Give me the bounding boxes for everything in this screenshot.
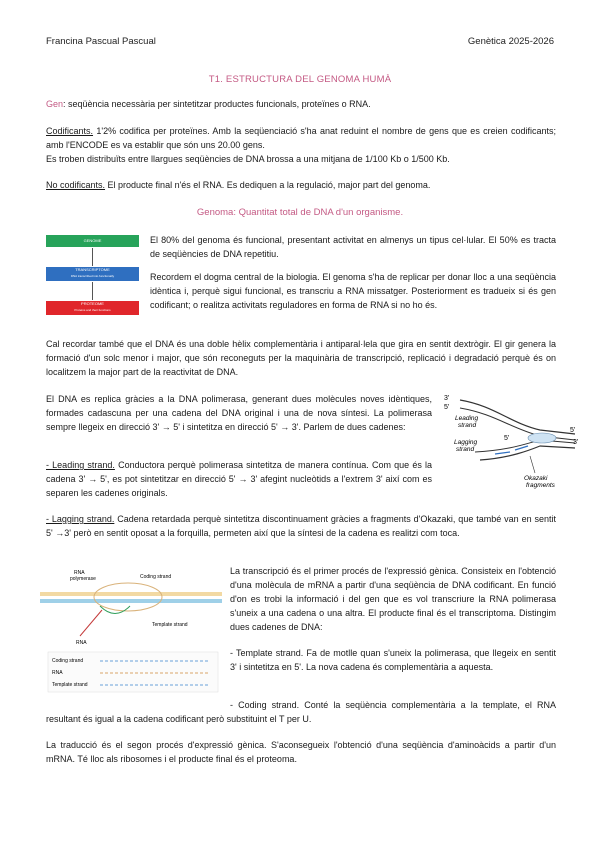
coding-row-label: Coding strand bbox=[52, 658, 84, 664]
leading-term: - Leading strand. bbox=[46, 460, 115, 470]
lagging-strand-paragraph bbox=[46, 512, 556, 540]
template-strand-label: Template strand bbox=[152, 622, 188, 628]
okazaki-fragment bbox=[495, 452, 510, 454]
lagging-label-line: Lagging bbox=[454, 439, 478, 446]
lagging-label bbox=[454, 439, 478, 453]
coding-strand-label: Coding strand bbox=[140, 574, 172, 580]
transcription-paragraph: La transcripció és el primer procés de l'expressió gènica. Consisteix en l'obtenció d'una molècula de mRNA a partir d'una seqüència de DNA codificant. En funció d'on es trobi la informació i del gen que es vol transcriure la RNA polimerasa s'uneix a una cadena o una altra. El producte final és el transcriptoma. Distingim dues cadenes de DNA: bbox=[230, 566, 556, 632]
transcription-bubble bbox=[94, 583, 162, 611]
gen-term: Gen bbox=[46, 99, 64, 109]
proteome-sublabel: Proteins and their functions bbox=[74, 308, 111, 312]
template-row-label: Template strand bbox=[52, 682, 88, 688]
translation-paragraph: La traducció és el segon procés d'expressió gènica. S'aconsegueix l'obtenció d'una seqüència d'aminoàcids a partir d'un mRNA. Té lloc als ribosomes i el producte final és el proteoma. bbox=[46, 740, 556, 764]
transcriptome-box bbox=[46, 267, 139, 281]
okazaki-label bbox=[524, 475, 556, 489]
replication-fork-figure bbox=[440, 388, 580, 493]
label-5-prime-mid: 5' bbox=[504, 435, 510, 442]
dna-strand-top bbox=[40, 592, 222, 596]
proteome-label: PROTEOME bbox=[81, 301, 104, 306]
lagging-text: Cadena retardada perquè sintetitza discontinuament gràcies a fragments d'Okazaki, que també van en sentit 5' →3' però en sentit oposat a la forquilla, permeten així que la síntesi de la cadena es realitzi com toca. bbox=[46, 514, 556, 538]
transcriptome-sublabel: DNA transcribed into functionally bbox=[70, 274, 115, 278]
central-dogma-figure bbox=[46, 235, 139, 320]
genome-box: GENOME bbox=[46, 235, 139, 247]
rna-row-label: RNA bbox=[52, 670, 63, 676]
lagging-label-line: strand bbox=[456, 446, 475, 453]
lagging-new-strand bbox=[475, 440, 575, 452]
parental-strand-bottom bbox=[480, 446, 575, 460]
label-3-prime-top: 3' bbox=[444, 395, 450, 402]
nocodificants-text: El producte final n'és el RNA. Es dediquen a la regulació, major part del genoma. bbox=[105, 180, 431, 190]
polymerase-label-line: polymerase bbox=[70, 576, 96, 582]
course-header: Genètica 2025-2026 bbox=[467, 36, 554, 47]
label-5-prime-top: 5' bbox=[444, 404, 450, 411]
paragraph-double-helix: Cal recordar també que el DNA és una doble hèlix complementària i antiparal·lela que gira en sentit dextrògir. El gir genera la formació d'un solc menor i major, que són reconeguts per la maquinària de transcripció, replicació i degradació perquè és on localitzem la major part de la reactivitat de DNA. bbox=[46, 339, 556, 377]
gen-text: : seqüència necessària per sintetitzar productes funcionals, proteïnes o RNA. bbox=[63, 99, 371, 109]
okazaki-label-line: fragments bbox=[526, 482, 555, 489]
genoma-definition: Genoma: Quantitat total de DNA d'un organisme. bbox=[196, 207, 404, 218]
nocodificants-paragraph bbox=[46, 178, 556, 192]
codificants-paragraph bbox=[46, 124, 556, 166]
template-strand-paragraph: - Template strand. Fa de motlle quan s'uneix la polimerasa, que llegeix en sentit 3' i sintetitza en 5'. La nova cadena és complementària a aquesta. bbox=[230, 648, 556, 672]
paragraph-central-dogma: Recordem el dogma central de la biologia. El genoma s'ha de replicar per donar lloc a una seqüència idèntica i, perquè sigui funcional, es transcriu a RNA missatger. Posteriorment es tradueix si és gen codificant; o realitza activitats reguladores en forma de RNA si no ho és. bbox=[150, 272, 556, 310]
leading-label-line: Leading bbox=[455, 415, 479, 422]
codificants-text: 1'2% codifica per proteïnes. Amb la seqüenciació s'ha anat reduint el nombre de gens que es creien codificants; amb l'ENCODE es va establir que són uns 20.00 gens. bbox=[46, 126, 556, 150]
leading-label bbox=[455, 415, 479, 429]
okazaki-label-line: Okazaki bbox=[524, 475, 548, 482]
coding-strand-paragraph: - Coding strand. Conté la seqüència complementària a la template, el RNA resultant és igual a la cadena codificant però substituint el T per U. bbox=[46, 700, 556, 724]
author-header: Francina Pascual Pascual bbox=[46, 36, 156, 47]
label-3-prime-right: 3' bbox=[573, 439, 579, 446]
polymerase-shape bbox=[528, 433, 556, 443]
dna-strand-bottom bbox=[40, 599, 222, 603]
proteome-box bbox=[46, 301, 139, 315]
codificants-text2: Es troben distribuïts entre llargues seqüències de DNA brossa a una mitjana de 1/100 Kb o 1/500 Kb. bbox=[46, 154, 450, 164]
leading-strand-paragraph bbox=[46, 458, 432, 500]
nocodificants-term: No codificants. bbox=[46, 180, 106, 190]
page-title: T1. ESTRUCTURA DEL GENOMA HUMÀ bbox=[208, 74, 392, 85]
lagging-term: - Lagging strand. bbox=[46, 514, 115, 524]
arrow-icon bbox=[92, 282, 93, 300]
paragraph-replication: El DNA es replica gràcies a la DNA polimerasa, generant dues molècules noves idèntiques, formades cadascuna per una cadena del DNA original i una de nova síntesi. La polimerasa sempre llegeix en direcció 3' → 5' i sintetitza en direcció 5' → 3'. Parlem de dues cadenes: bbox=[46, 394, 432, 432]
polymerase-label bbox=[70, 570, 96, 582]
label-5-prime-right: 5' bbox=[570, 427, 576, 434]
rna-label: RNA bbox=[76, 640, 87, 646]
leading-text: Conductora perquè polimerasa sintetitza de manera contínua. Com que és la cadena 3' → 5', es pot sintetitzar en direcció 5' → 3' afegint nucleòtids a l'extrem 3' així com es separen les cadenes originals. bbox=[46, 460, 433, 498]
leading-new-strand bbox=[460, 408, 575, 440]
leading-label-line: strand bbox=[458, 422, 477, 429]
codificants-term: Codificants. bbox=[46, 126, 94, 136]
transcriptome-label: TRANSCRIPTOME bbox=[75, 267, 110, 272]
okazaki-pointer bbox=[530, 456, 535, 473]
arrow-icon bbox=[92, 248, 93, 266]
gen-definition bbox=[46, 97, 556, 111]
polymerase-label-line: RNA bbox=[74, 570, 85, 576]
transcription-figure bbox=[40, 566, 222, 698]
rna-strand-exit bbox=[80, 610, 102, 636]
paragraph-80-percent: El 80% del genoma és funcional, presentant activitat en almenys un tipus cel·lular. El 50% es tracta de seqüències de DNA repetitiu. bbox=[150, 235, 556, 259]
